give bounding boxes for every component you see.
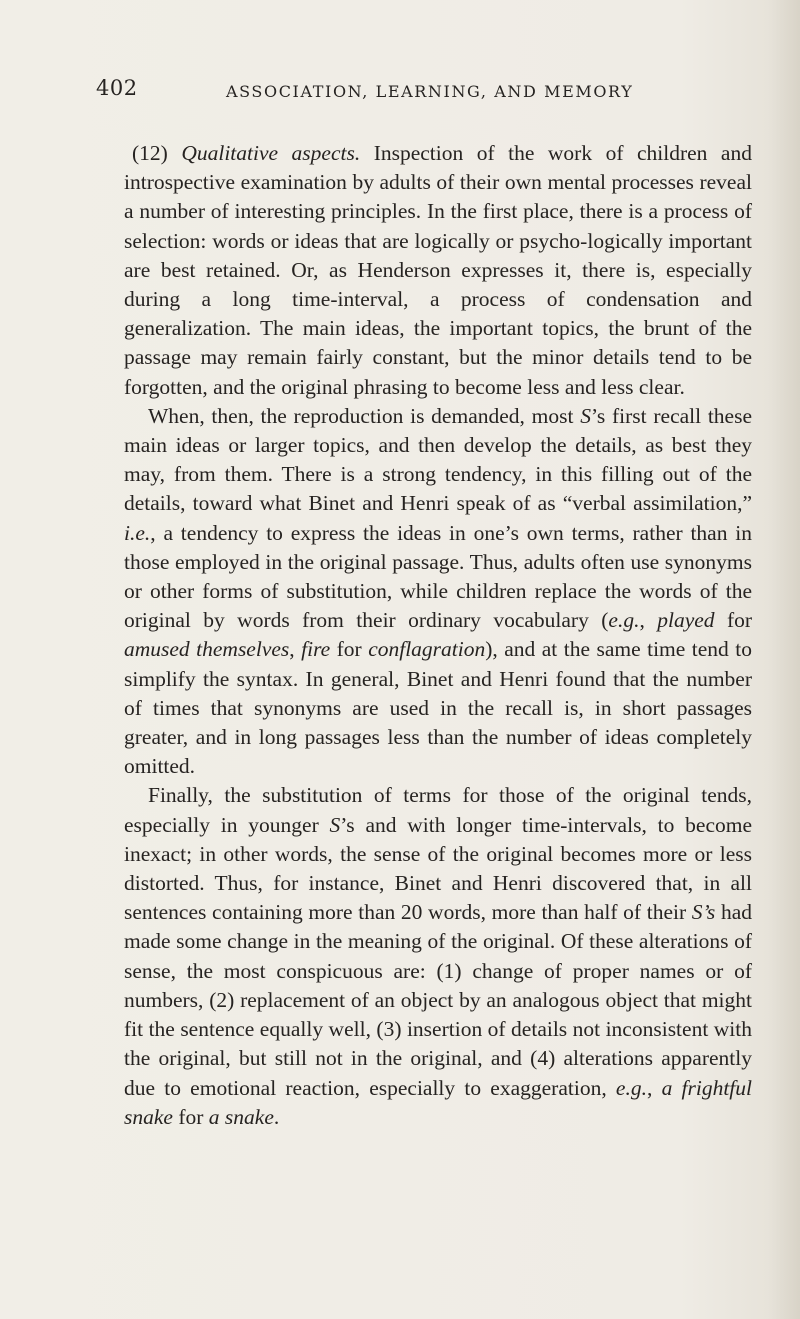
text-run: ,: [289, 637, 302, 662]
running-head: ASSOCIATION, LEARNING, AND MEMORY: [226, 82, 634, 101]
italic-text-run: Qualitative aspects.: [181, 141, 361, 165]
text-run: .: [273, 1104, 280, 1129]
page-number: 402: [96, 76, 138, 100]
italic-text-run: S: [329, 812, 341, 837]
italic-text-run: S: [580, 403, 591, 428]
text-run: for: [330, 637, 369, 662]
paragraph-qualitative-aspects: [124, 139, 752, 402]
italic-text-run: amused themselves: [124, 637, 290, 662]
italic-text-run: S’s: [691, 900, 716, 925]
italic-text-run: e.g.: [608, 608, 640, 633]
italic-text-run: fire: [301, 637, 331, 662]
paragraph-reproduction: [124, 402, 752, 782]
text-run: ,: [639, 608, 658, 633]
italic-text-run: conflagration: [368, 637, 486, 662]
text-run: ), and at the same time tend to simplify the syntax. In general, Binet and Henri found that the number of times that synonyms are used in the recall is, in short passages greater, and in long passages less than the number of ideas completely omitted.: [124, 637, 752, 779]
text-run: (12): [132, 141, 182, 165]
italic-text-run: i.e.: [124, 520, 151, 545]
text-run: ,: [646, 1075, 662, 1100]
text-run: Inspection of the work of children and introspective examination by adults of their own mental processes reveal a number of interesting principles. In the first place, there is a process of selection: words or ideas that are logically or psycho-logically important are best retained. Or, as Henderson expresses it, there is, especially during a long time-interval, a process of condensation and generalization. The main ideas, the important topics, the brunt of the passage may remain fairly constant, but the minor details tend to be forgotten, and the original phrasing to become less and less clear.: [124, 141, 752, 399]
page-header: [96, 76, 776, 116]
text-run: for: [714, 608, 753, 633]
text-run: , a tendency to express the ideas in one’s own terms, rather than in those employed in the original passage. Thus, adults often use synonyms or other forms of substitution, while children replace the words of the original by words from their ordinary vocabulary (: [124, 520, 752, 633]
text-run: had made some change in the meaning of the original. Of these alterations of sense, the most conspicuous are: (1) change of proper names or of numbers, (2) replacement of an object by an analogous object that might fit the sentence equally well, (3) insertion of details not inconsistent with the original, but still not in the original, and (4) alterations apparently due to emotional reaction, especially to exaggeration,: [124, 900, 753, 1100]
text-run: ’s first recall these main ideas or larger topics, and then develop the details, as best they may, from them. There is a strong tendency, in this filling out of the details, toward what Binet and Henri speak of as “verbal assimilation,”: [124, 403, 752, 516]
text-run: for: [172, 1104, 209, 1129]
text-run: When, then, the reproduction is demanded, most: [148, 403, 581, 428]
italic-text-run: e.g.: [615, 1075, 647, 1100]
paragraph-substitution: [124, 781, 752, 1131]
italic-text-run: played: [657, 608, 715, 633]
italic-text-run: a snake: [208, 1104, 274, 1129]
text-run: Finally, the substitution of terms for those of the original tends, especially in younger: [124, 783, 752, 837]
body-text: [124, 139, 752, 1132]
italic-text-run: a frightful snake: [124, 1075, 753, 1129]
text-run: ’s and with longer time-intervals, to become inexact; in other words, the sense of the original becomes more or less distorted. Thus, for instance, Binet and Henri discovered that, in all sentences containing more than 20 words, more than half of their: [124, 812, 752, 925]
